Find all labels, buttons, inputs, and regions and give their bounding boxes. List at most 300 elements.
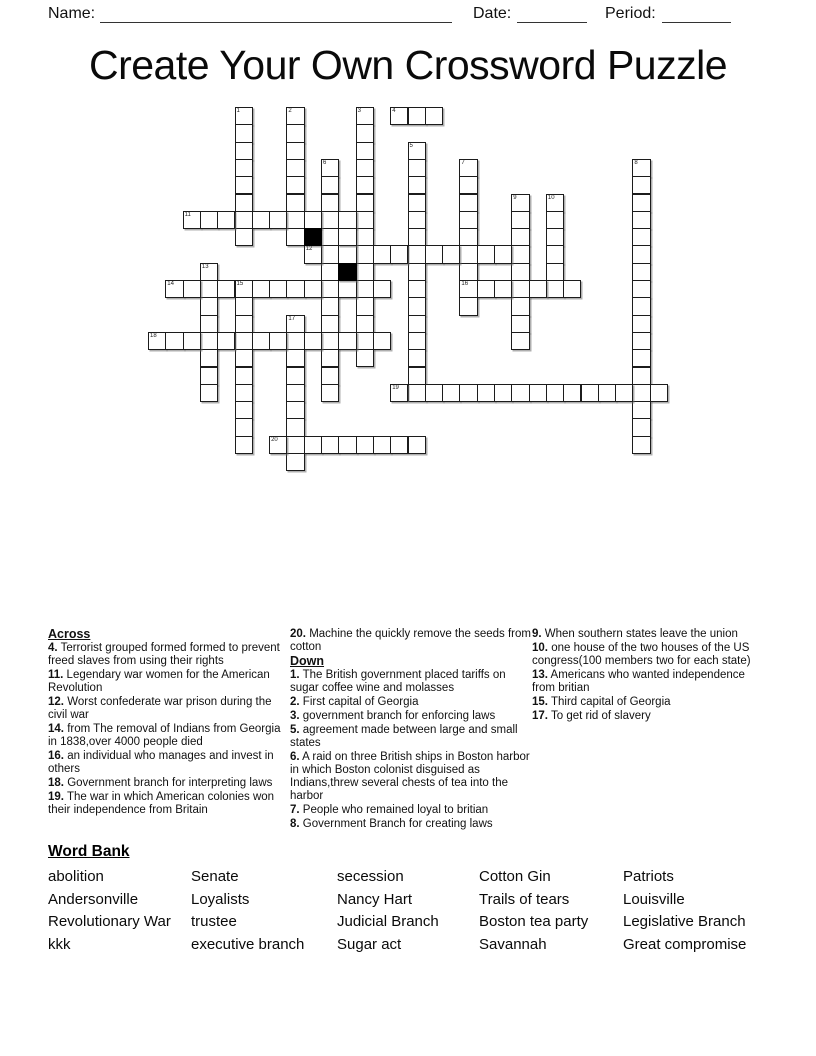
grid-cell	[408, 245, 426, 263]
grid-cell	[546, 263, 564, 281]
grid-cell-black	[304, 228, 322, 246]
word-bank-item: secession	[337, 868, 404, 885]
grid-cell	[632, 436, 650, 454]
grid-cell	[165, 280, 183, 298]
grid-cell	[356, 315, 374, 333]
clue-1-text: The British government placed tariffs on sugar coffee wine and molasses	[290, 669, 506, 694]
clue-6-number: 6.	[290, 751, 300, 763]
clues-column-across	[48, 628, 285, 818]
grid-cell	[200, 211, 218, 229]
clue-6-text: A raid on three British ships in Boston harbor in which Boston colonist disguised as Indians,threw several chests of tea into the harbor	[290, 751, 530, 802]
clue-number-19: 19	[392, 384, 399, 391]
clue-4-text: Terrorist grouped formed formed to prevent freed slaves from using their rights	[48, 642, 280, 667]
grid-cell	[321, 194, 339, 212]
grid-cell	[511, 263, 529, 281]
grid-cell	[235, 297, 253, 315]
clue-5-text: agreement made between large and small states	[290, 724, 518, 749]
clue-number-8: 8	[634, 159, 638, 166]
clue-number-4: 4	[392, 108, 396, 114]
grid-cell	[408, 332, 426, 350]
clue-19	[48, 791, 285, 817]
grid-cell	[477, 280, 495, 298]
grid-cell	[632, 418, 650, 436]
grid-cell	[511, 332, 529, 350]
grid-cell	[286, 159, 304, 177]
clue-number-3: 3	[357, 108, 361, 114]
grid-cell	[286, 349, 304, 367]
grid-cell	[338, 245, 356, 263]
clue-14-number: 14.	[48, 723, 64, 735]
grid-cell	[321, 384, 339, 402]
grid-cell	[563, 280, 581, 298]
grid-cell	[408, 349, 426, 367]
grid-cell	[477, 245, 495, 263]
grid-cell	[235, 107, 253, 125]
grid-cell	[286, 124, 304, 142]
grid-cell	[304, 211, 322, 229]
grid-cell	[356, 263, 374, 281]
grid-cell	[373, 280, 391, 298]
grid-cell	[252, 280, 270, 298]
grid-cell	[546, 211, 564, 229]
word-bank-grid	[48, 869, 773, 953]
grid-cell	[563, 384, 581, 402]
clue-1-number: 1.	[290, 669, 300, 681]
word-bank-item: Nancy Hart	[337, 890, 413, 908]
clue-number-12: 12	[305, 246, 313, 253]
word-bank-item: Revolutionary War	[48, 913, 171, 930]
date-label: Date:	[473, 5, 512, 22]
word-bank-item: Judicial Branch	[337, 913, 439, 930]
grid-cell	[356, 245, 374, 263]
grid-cell	[632, 297, 650, 315]
clue-number-7: 7	[461, 159, 465, 166]
clue-3	[290, 710, 531, 723]
grid-cell	[321, 159, 339, 177]
clue-4	[48, 642, 285, 668]
clue-20-text: Machine the quickly remove the seeds from cotton	[290, 628, 531, 653]
clue-19-number: 19.	[48, 791, 64, 803]
grid-cell	[286, 332, 304, 350]
grid-cell	[321, 211, 339, 229]
clue-number-16: 16	[461, 281, 469, 287]
word-bank-item: Legislative Branch	[623, 913, 746, 930]
clue-12-text: Worst confederate war prison during the civil war	[48, 696, 272, 721]
grid-cell	[200, 349, 218, 367]
clue-4-number: 4.	[48, 642, 58, 654]
grid-cell	[286, 436, 304, 454]
clue-16-number: 16.	[48, 750, 64, 762]
grid-cell	[183, 332, 201, 350]
clue-13-text: Americans who wanted independence from britian	[532, 669, 745, 694]
grid-cell	[321, 315, 339, 333]
date-blank-line	[517, 5, 587, 23]
grid-cell	[235, 418, 253, 436]
clues-column-middle	[290, 628, 531, 832]
grid-cell	[286, 315, 304, 333]
clue-7	[290, 804, 531, 817]
grid-cell	[373, 332, 391, 350]
clue-15	[532, 696, 767, 709]
word-bank-item: executive branch	[191, 935, 305, 953]
grid-cell	[459, 176, 477, 194]
grid-cell	[408, 107, 426, 125]
grid-cell	[235, 211, 253, 229]
grid-cell	[200, 315, 218, 333]
clue-number-6: 6	[323, 159, 327, 166]
grid-cell	[321, 280, 339, 298]
grid-cell	[408, 176, 426, 194]
clue-3-text: government branch for enforcing laws	[299, 710, 496, 722]
grid-cell	[338, 280, 356, 298]
grid-cell	[511, 211, 529, 229]
clues-column-right	[532, 628, 767, 724]
clues-across-header: Across	[48, 627, 91, 641]
grid-cell	[408, 367, 426, 385]
name-label: Name:	[48, 5, 96, 22]
grid-cell	[321, 436, 339, 454]
grid-cell	[286, 401, 304, 419]
grid-cell	[581, 384, 599, 402]
grid-cell	[286, 211, 304, 229]
grid-cell	[511, 228, 529, 246]
word-bank-item: Senate	[191, 868, 239, 885]
grid-cell	[304, 332, 322, 350]
clue-18	[48, 777, 285, 790]
grid-cell	[321, 228, 339, 246]
clue-number-2: 2	[288, 108, 292, 114]
grid-cell	[286, 418, 304, 436]
grid-cell	[425, 245, 443, 263]
grid-cell	[459, 228, 477, 246]
grid-cell	[442, 384, 460, 402]
grid-cell	[494, 384, 512, 402]
clue-5	[290, 724, 531, 750]
clue-8	[290, 818, 531, 831]
grid-cell	[632, 228, 650, 246]
grid-cell	[200, 384, 218, 402]
clue-7-number: 7.	[290, 804, 300, 816]
grid-cell	[235, 401, 253, 419]
grid-cell	[321, 349, 339, 367]
grid-cell	[511, 297, 529, 315]
grid-cell	[494, 280, 512, 298]
grid-cell	[632, 194, 650, 212]
clue-8-text: Government Branch for creating laws	[299, 818, 493, 830]
grid-cell	[356, 159, 374, 177]
grid-cell	[459, 211, 477, 229]
grid-cell	[425, 107, 443, 125]
clue-15-number: 15.	[532, 696, 548, 708]
grid-cell	[632, 176, 650, 194]
clues-down-header: Down	[290, 654, 325, 668]
grid-cell	[408, 194, 426, 212]
clue-17	[532, 710, 767, 723]
grid-cell	[235, 384, 253, 402]
grid-cell	[286, 194, 304, 212]
grid-cell	[286, 453, 304, 471]
clue-number-5: 5	[409, 142, 413, 149]
grid-cell	[529, 280, 547, 298]
grid-cell	[546, 245, 564, 263]
word-bank-item: Savannah	[479, 935, 547, 953]
clue-11-text: Legendary war women for the American Revolution	[48, 669, 270, 694]
grid-cell	[286, 107, 304, 125]
grid-cell	[235, 194, 253, 212]
period-blank-line	[662, 5, 731, 23]
grid-cell	[356, 297, 374, 315]
grid-cell	[200, 297, 218, 315]
clue-14	[48, 723, 285, 749]
clue-19-text: The war in which American colonies won their independence from Britain	[48, 791, 275, 816]
grid-cell	[494, 245, 512, 263]
grid-cell	[511, 315, 529, 333]
grid-cell	[356, 142, 374, 160]
grid-cell	[321, 263, 339, 281]
clue-15-text: Third capital of Georgia	[548, 696, 671, 708]
grid-cell	[356, 349, 374, 367]
grid-cell	[235, 228, 253, 246]
clue-9-number: 9.	[532, 628, 542, 640]
clue-7-text: People who remained loyal to britian	[299, 804, 489, 816]
word-bank-item: Cotton Gin	[479, 868, 551, 885]
grid-cell	[338, 436, 356, 454]
clue-13-number: 13.	[532, 669, 548, 681]
grid-cell	[200, 263, 218, 281]
grid-cell	[373, 245, 391, 263]
clue-20	[290, 628, 531, 654]
grid-cell	[511, 280, 529, 298]
grid-cell	[632, 280, 650, 298]
grid-cell	[269, 280, 287, 298]
clue-6	[290, 751, 531, 803]
grid-cell	[632, 315, 650, 333]
grid-cell	[338, 332, 356, 350]
clue-18-text: Government branch for interpreting laws	[64, 777, 273, 789]
clue-2-number: 2.	[290, 696, 300, 708]
clue-18-number: 18.	[48, 777, 64, 789]
grid-cell	[459, 384, 477, 402]
grid-cell	[546, 228, 564, 246]
grid-cell	[408, 315, 426, 333]
grid-cell	[408, 280, 426, 298]
grid-cell	[200, 367, 218, 385]
clue-17-number: 17.	[532, 710, 548, 722]
clue-11-number: 11.	[48, 669, 64, 681]
grid-cell	[598, 384, 616, 402]
grid-cell	[425, 384, 443, 402]
clue-2	[290, 696, 531, 709]
word-bank-item: trustee	[191, 913, 237, 930]
grid-cell	[200, 332, 218, 350]
word-bank-item: Patriots	[623, 868, 674, 885]
grid-cell	[217, 211, 235, 229]
clue-11	[48, 669, 285, 695]
grid-cell	[148, 332, 166, 350]
grid-cell	[408, 384, 426, 402]
clue-10-number: 10.	[532, 642, 548, 654]
grid-cell	[632, 349, 650, 367]
grid-cell	[356, 176, 374, 194]
grid-cell	[286, 384, 304, 402]
grid-cell	[304, 245, 322, 263]
clue-2-text: First capital of Georgia	[299, 696, 419, 708]
clue-1	[290, 669, 531, 695]
grid-cell	[459, 194, 477, 212]
grid-cell	[511, 384, 529, 402]
grid-cell	[356, 280, 374, 298]
clue-10	[532, 642, 767, 668]
grid-cell	[269, 211, 287, 229]
grid-cell	[286, 176, 304, 194]
grid-cell	[304, 436, 322, 454]
grid-cell	[286, 367, 304, 385]
word-bank-item: Louisville	[623, 890, 685, 908]
grid-cell	[356, 107, 374, 125]
grid-cell	[217, 280, 235, 298]
clue-17-text: To get rid of slavery	[548, 710, 651, 722]
grid-cell	[269, 332, 287, 350]
grid-cell	[235, 142, 253, 160]
clue-number-20: 20	[271, 436, 278, 443]
grid-cell	[390, 107, 408, 125]
grid-cell	[235, 159, 253, 177]
grid-cell	[511, 245, 529, 263]
grid-cell	[338, 211, 356, 229]
grid-cell	[442, 245, 460, 263]
clue-number-17: 17	[288, 315, 296, 322]
grid-cell	[235, 315, 253, 333]
grid-cell	[408, 228, 426, 246]
grid-cell	[235, 280, 253, 298]
word-bank-item: Great compromise	[623, 935, 747, 953]
word-bank-item: Sugar act	[337, 935, 402, 953]
grid-cell	[183, 280, 201, 298]
grid-cell	[408, 436, 426, 454]
clue-number-14: 14	[167, 281, 174, 287]
clue-5-number: 5.	[290, 724, 300, 736]
grid-cell	[511, 194, 529, 212]
grid-cell	[356, 436, 374, 454]
grid-cell	[459, 159, 477, 177]
clue-number-1: 1	[236, 108, 240, 114]
grid-cell	[200, 280, 218, 298]
grid-cell	[356, 124, 374, 142]
grid-cell	[356, 228, 374, 246]
word-bank-item: Loyalists	[191, 890, 250, 908]
grid-cell	[373, 436, 391, 454]
grid-cell	[183, 211, 201, 229]
clue-number-15: 15	[236, 281, 244, 287]
crossword-grid	[148, 107, 670, 473]
period-label: Period:	[605, 5, 656, 22]
clue-9	[532, 628, 767, 641]
word-bank	[48, 843, 773, 953]
grid-cell	[235, 367, 253, 385]
clue-number-18: 18	[150, 332, 157, 339]
grid-cell	[459, 280, 477, 298]
grid-cell	[286, 228, 304, 246]
clue-8-number: 8.	[290, 818, 300, 830]
word-bank-item: Trails of tears	[479, 890, 570, 908]
grid-cell	[252, 211, 270, 229]
grid-cell	[546, 384, 564, 402]
clue-16	[48, 750, 285, 776]
clue-20-number: 20.	[290, 628, 306, 640]
word-bank-item: Boston tea party	[479, 913, 589, 930]
grid-cell	[321, 367, 339, 385]
grid-cell	[408, 159, 426, 177]
clue-9-text: When southern states leave the union	[541, 628, 738, 640]
grid-cell	[408, 211, 426, 229]
grid-cell	[632, 367, 650, 385]
grid-cell	[269, 436, 287, 454]
clue-number-13: 13	[201, 263, 209, 270]
grid-cell	[286, 280, 304, 298]
grid-cell	[390, 436, 408, 454]
grid-cell	[217, 332, 235, 350]
word-bank-item: kkk	[48, 935, 71, 953]
grid-cell	[356, 211, 374, 229]
page-title: Create Your Own Crossword Puzzle	[88, 42, 728, 88]
grid-cell	[321, 297, 339, 315]
word-bank-item: Andersonville	[48, 890, 139, 908]
grid-cell	[235, 176, 253, 194]
grid-cell	[546, 280, 564, 298]
clue-16-text: an individual who manages and invest in others	[48, 750, 274, 775]
clue-number-9: 9	[513, 194, 517, 201]
clue-10-text: one house of the two houses of the US congress(100 members two for each state)	[532, 642, 751, 667]
grid-cell	[459, 297, 477, 315]
grid-cell	[321, 245, 339, 263]
grid-cell	[165, 332, 183, 350]
grid-cell	[356, 332, 374, 350]
grid-cell	[632, 384, 650, 402]
grid-cell	[235, 349, 253, 367]
word-bank-header: Word Bank	[48, 843, 130, 860]
grid-cell	[408, 297, 426, 315]
grid-cell	[632, 401, 650, 419]
grid-cell	[632, 245, 650, 263]
grid-cell	[529, 384, 547, 402]
grid-cell	[459, 263, 477, 281]
grid-cell	[338, 228, 356, 246]
grid-cell	[304, 280, 322, 298]
grid-cell	[477, 384, 495, 402]
grid-cell	[546, 194, 564, 212]
grid-cell	[321, 332, 339, 350]
grid-cell	[632, 263, 650, 281]
grid-cell	[632, 159, 650, 177]
grid-cell	[615, 384, 633, 402]
grid-cell	[632, 332, 650, 350]
grid-cell-black	[338, 263, 356, 281]
clue-12-number: 12.	[48, 696, 64, 708]
name-blank-line	[100, 5, 452, 23]
grid-cell	[632, 211, 650, 229]
grid-cell	[252, 332, 270, 350]
grid-cell	[235, 332, 253, 350]
grid-cell	[390, 384, 408, 402]
clue-14-text: from The removal of Indians from Georgia in 1838,over 4000 people died	[48, 723, 281, 748]
grid-cell	[408, 263, 426, 281]
grid-cell	[286, 142, 304, 160]
grid-cell	[408, 142, 426, 160]
grid-cell	[235, 124, 253, 142]
grid-cell	[235, 436, 253, 454]
grid-cell	[390, 245, 408, 263]
clue-number-11: 11	[184, 211, 191, 218]
